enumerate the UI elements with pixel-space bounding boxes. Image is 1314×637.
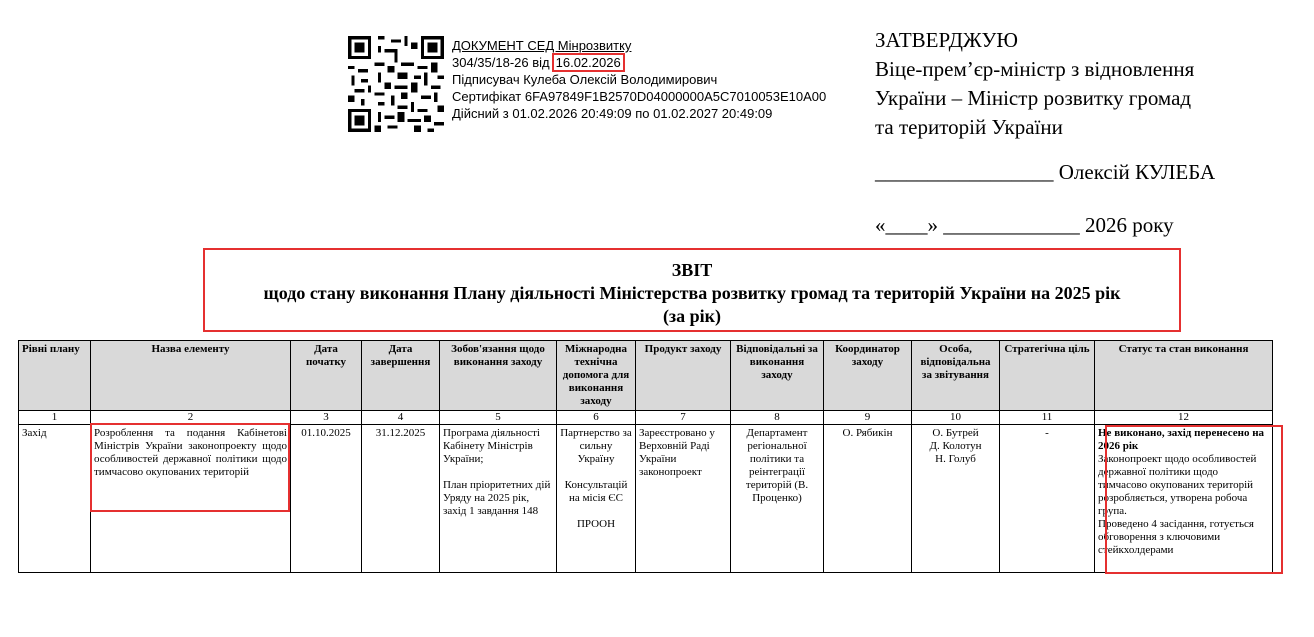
obligation-line-1: Програма діяльності Кабінету Міністрів України; (443, 427, 540, 465)
status-text-1: Законопроект щодо особливостей державної політики щодо тимчасово окупованих територій розробляється, утворена робоча група. (1098, 453, 1257, 517)
cell-level: Захід (19, 425, 91, 573)
col-header: Рівні плану (19, 341, 91, 411)
col-header: Зобов'язання щодо виконання заходу (440, 341, 557, 411)
approve-position-2: України – Міністр розвитку громад (875, 86, 1192, 110)
aid-line-3: ПРООН (576, 518, 616, 530)
reporter-1: О. Бутрей (932, 427, 979, 439)
approval-block (875, 26, 1194, 142)
cell-coordinator: О. Рябикін (824, 425, 912, 573)
obligation-line-2: План пріоритетних дій Уряду на 2025 рік, захід 1 завдання 148 (443, 479, 551, 517)
name-highlight-box (90, 423, 290, 512)
stamp-line-3: Підписувач Кулеба Олексій Володимирович (452, 72, 718, 87)
signature-stamp (452, 37, 826, 122)
approve-heading: ЗАТВЕРДЖУЮ (875, 28, 1018, 52)
col-header: Стратегічна ціль (1000, 341, 1095, 411)
cell-reporter (912, 425, 1000, 573)
col-number: 4 (362, 411, 440, 425)
cell-strategic-goal: - (1000, 425, 1095, 573)
col-number: 7 (636, 411, 731, 425)
col-header: Дата завершення (362, 341, 440, 411)
col-header: Дата початку (291, 341, 362, 411)
col-header: Назва елементу (91, 341, 291, 411)
col-header: Координатор заходу (824, 341, 912, 411)
col-header: Статус та стан виконання (1095, 341, 1273, 411)
reporter-3: Н. Голуб (935, 453, 976, 465)
stamp-date: 16.02.2026 (552, 53, 625, 72)
col-header: Міжнародна технічна допомога для виконання заходу (557, 341, 636, 411)
col-number: 3 (291, 411, 362, 425)
reporter-2: Д. Колотун (929, 440, 982, 452)
status-headline: Не виконано, захід перенесено на 2026 рік (1098, 427, 1265, 452)
cell-name: Розроблення та подання Кабінетові Міністрів України законопроекту щодо особливостей державної політики щодо тимчасово окупованих територій (91, 425, 291, 573)
col-header: Особа, відповідальна за звітування (912, 341, 1000, 411)
col-number: 12 (1095, 411, 1273, 425)
col-number: 6 (557, 411, 636, 425)
stamp-line-1: ДОКУМЕНТ СЕД Мінрозвитку (452, 38, 632, 53)
cell-product: Зареєстровано у Верховній Раді України законопроект (636, 425, 731, 573)
cell-start-date: 01.10.2025 (291, 425, 362, 573)
status-highlight-box (1105, 425, 1283, 574)
report-subtitle: щодо стану виконання Плану діяльності Міністерства розвитку громад та територій України на 2025 рік (263, 283, 1121, 303)
col-number: 8 (731, 411, 824, 425)
col-number: 10 (912, 411, 1000, 425)
cell-end-date: 31.12.2025 (362, 425, 440, 573)
stamp-line-5: Дійсний з 01.02.2026 20:49:09 по 01.02.2027 20:49:09 (452, 106, 773, 121)
aid-line-1: Партнерство за сильну Україну (560, 427, 632, 465)
aid-line-2: Консультацій на місія ЄС (564, 479, 628, 504)
signature-line: _________________ Олексій КУЛЕБА (875, 160, 1216, 184)
table-header-row (19, 341, 1273, 411)
col-number: 9 (824, 411, 912, 425)
report-title-box (203, 248, 1181, 332)
col-number: 5 (440, 411, 557, 425)
stamp-line-2 (452, 54, 826, 71)
report-period: (за рік) (662, 306, 722, 326)
approve-position-1: Віце-прем’єр-міністр з відновлення (875, 57, 1195, 81)
stamp-line-4: Сертифікат 6FA97849F1B2570D04000000A5C7010053E10A00 (452, 89, 827, 104)
cell-obligation (440, 425, 557, 573)
col-number: 1 (19, 411, 91, 425)
approval-date-line: «____» _____________ 2026 року (875, 213, 1174, 237)
approve-position-3: та територій України (875, 115, 1063, 139)
status-text-2: Проведено 4 засідання, готується обговорення з ключовими стейкхолдерами (1098, 518, 1254, 556)
col-header: Продукт заходу (636, 341, 731, 411)
cell-responsible: Департамент регіональної політики та реінтеграції територій (В. Проценко) (731, 425, 824, 573)
stamp-doc-number: 304/35/18-26 від (452, 55, 550, 70)
col-number: 2 (91, 411, 291, 425)
col-header: Відповідальні за виконання заходу (731, 341, 824, 411)
qr-code (348, 36, 444, 132)
col-number: 11 (1000, 411, 1095, 425)
report-title: ЗВІТ (671, 260, 713, 280)
cell-technical-aid (557, 425, 636, 573)
